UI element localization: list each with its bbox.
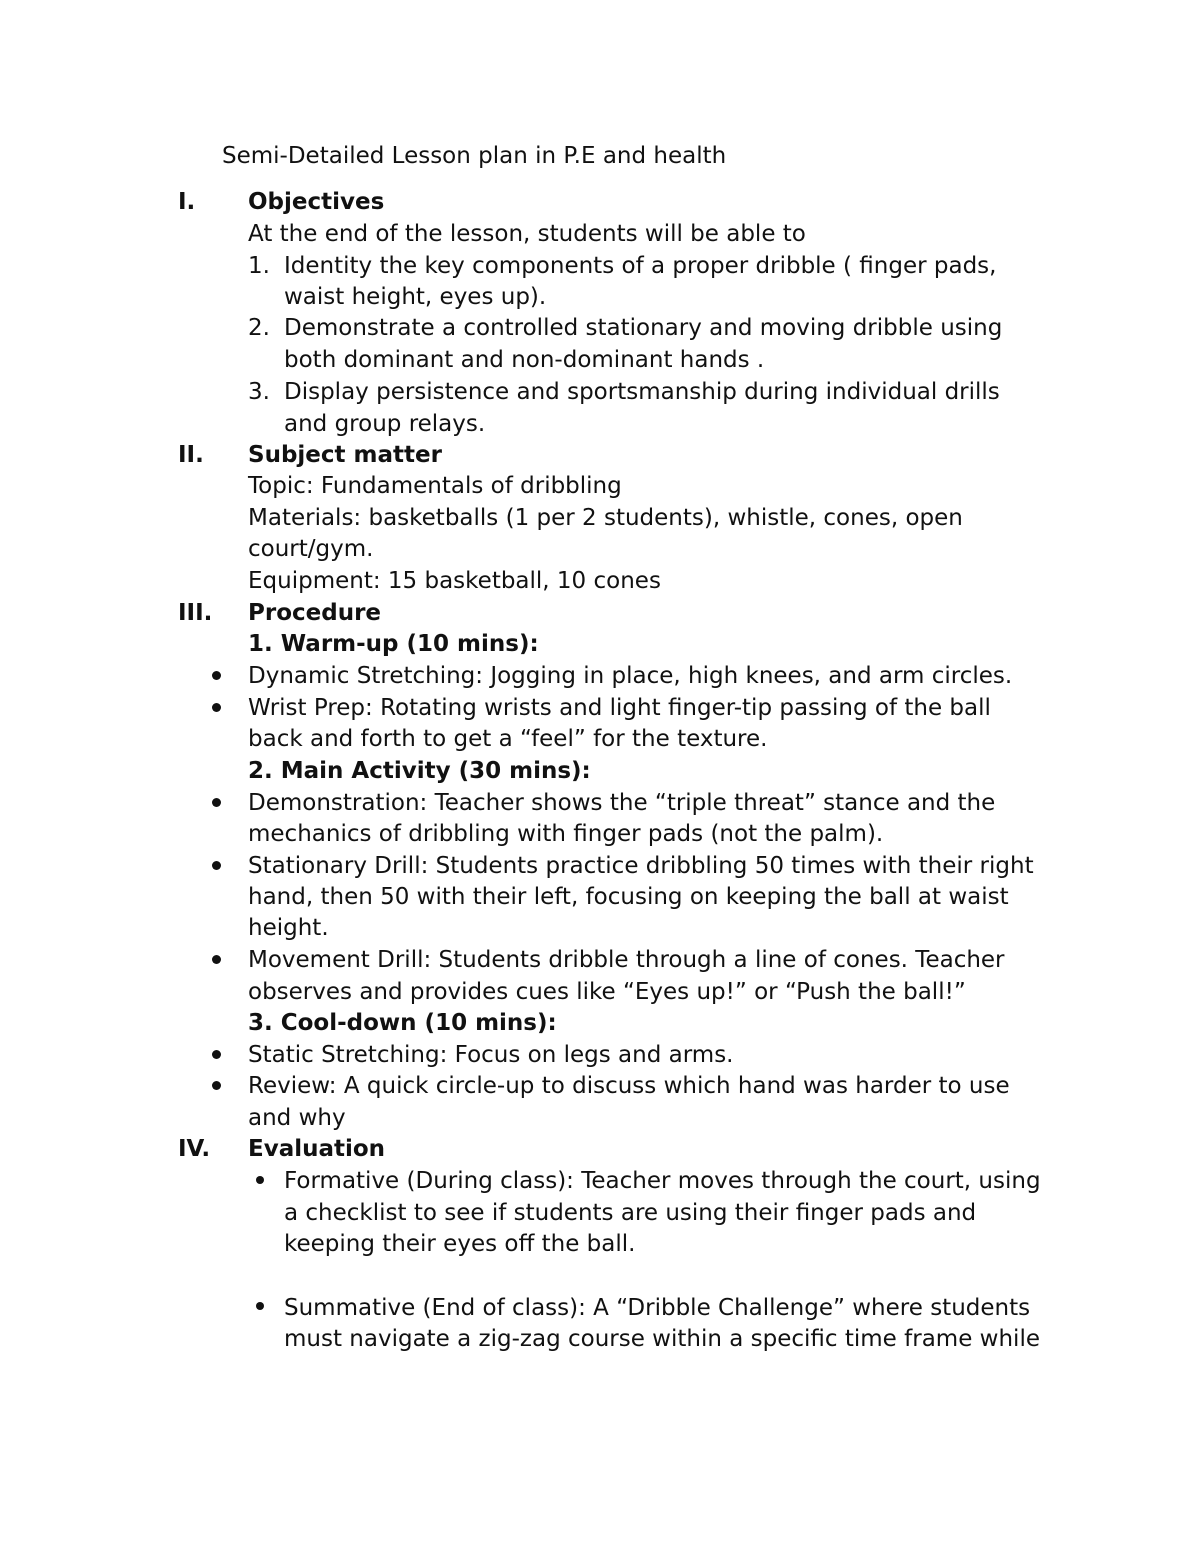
- main-activity-heading: 2. Main Activity (30 mins):: [248, 758, 591, 784]
- bullet-icon: [256, 1176, 264, 1184]
- warmup-bullet-line: Dynamic Stretching: Jogging in place, high knees, and arm circles.: [248, 663, 1013, 689]
- cooldown-heading: 3. Cool-down (10 mins):: [248, 1010, 557, 1036]
- bullet-icon: [212, 955, 221, 964]
- bullet-icon: [212, 861, 221, 870]
- main-bullet-line: observes and provides cues like “Eyes up!” or “Push the ball!”: [248, 979, 966, 1005]
- evaluation-bullet-line: keeping their eyes off the ball.: [284, 1231, 636, 1257]
- section-numeral-procedure: III.: [178, 600, 213, 626]
- objective-line: and group relays.: [284, 411, 486, 437]
- objective-line: Identity the key components of a proper dribble ( finger pads,: [284, 253, 997, 279]
- cooldown-bullet-line: and why: [248, 1105, 346, 1131]
- section-heading-procedure: Procedure: [248, 600, 382, 626]
- evaluation-bullet-line: must navigate a zig-zag course within a specific time frame while: [284, 1326, 1040, 1352]
- bullet-icon: [212, 671, 221, 680]
- bullet-icon: [212, 1081, 221, 1090]
- subject-materials-line: court/gym.: [248, 536, 374, 562]
- main-bullet-line: mechanics of dribbling with finger pads (not the palm).: [248, 821, 884, 847]
- section-heading-evaluation: Evaluation: [248, 1136, 386, 1162]
- objective-line: waist height, eyes up).: [284, 284, 547, 310]
- warmup-bullet-line: Wrist Prep: Rotating wrists and light finger-tip passing of the ball: [248, 695, 991, 721]
- section-heading-objectives: Objectives: [248, 189, 385, 215]
- objective-number: 1.: [248, 253, 270, 279]
- section-numeral-evaluation: IV.: [178, 1136, 211, 1162]
- evaluation-bullet-line: Summative (End of class): A “Dribble Challenge” where students: [284, 1295, 1031, 1321]
- main-bullet-line: Demonstration: Teacher shows the “triple threat” stance and the: [248, 790, 996, 816]
- bullet-icon: [212, 798, 221, 807]
- main-bullet-line: hand, then 50 with their left, focusing on keeping the ball at waist: [248, 884, 1009, 910]
- objectives-intro: At the end of the lesson, students will be able to: [248, 221, 806, 247]
- subject-topic: Topic: Fundamentals of dribbling: [248, 473, 622, 499]
- bullet-icon: [212, 703, 221, 712]
- section-numeral-subject: II.: [178, 442, 204, 468]
- objective-number: 2.: [248, 315, 270, 341]
- bullet-icon: [212, 1050, 221, 1059]
- main-bullet-line: Movement Drill: Students dribble through a line of cones. Teacher: [248, 947, 1005, 973]
- section-heading-subject: Subject matter: [248, 442, 442, 468]
- warmup-bullet-line: back and forth to get a “feel” for the texture.: [248, 726, 768, 752]
- subject-materials-line: Materials: basketballs (1 per 2 students), whistle, cones, open: [248, 505, 963, 531]
- evaluation-bullet-line: a checklist to see if students are using their finger pads and: [284, 1200, 977, 1226]
- bullet-icon: [256, 1302, 264, 1310]
- cooldown-bullet-line: Static Stretching: Focus on legs and arms.: [248, 1042, 734, 1068]
- objective-line: Display persistence and sportsmanship during individual drills: [284, 379, 1000, 405]
- evaluation-bullet-line: Formative (During class): Teacher moves through the court, using: [284, 1168, 1041, 1194]
- cooldown-bullet-line: Review: A quick circle-up to discuss which hand was harder to use: [248, 1073, 1010, 1099]
- main-bullet-line: height.: [248, 915, 329, 941]
- objective-line: both dominant and non-dominant hands .: [284, 347, 765, 373]
- objective-line: Demonstrate a controlled stationary and moving dribble using: [284, 315, 1003, 341]
- objective-number: 3.: [248, 379, 270, 405]
- warmup-heading: 1. Warm-up (10 mins):: [248, 631, 539, 657]
- document-title: Semi-Detailed Lesson plan in P.E and health: [222, 143, 727, 169]
- main-bullet-line: Stationary Drill: Students practice dribbling 50 times with their right: [248, 853, 1034, 879]
- section-numeral-objectives: I.: [178, 189, 196, 215]
- subject-equipment: Equipment: 15 basketball, 10 cones: [248, 568, 661, 594]
